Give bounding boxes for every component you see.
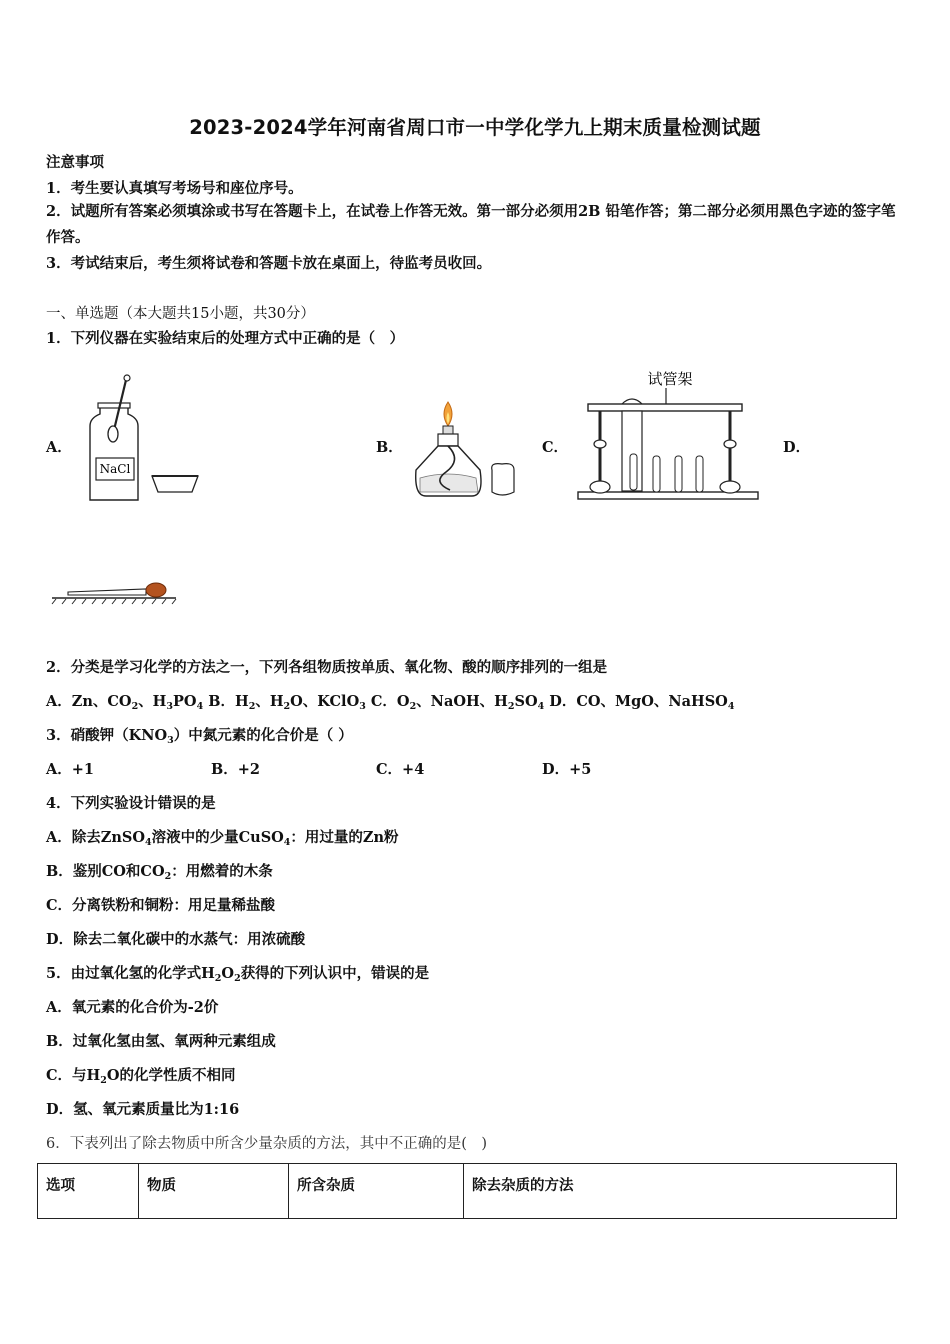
page-title: 2023-2024学年河南省周口市一中学化学九上期末质量检测试题 — [189, 116, 761, 139]
table-header-substance: 物质 — [139, 1164, 289, 1219]
q2-option-b: B．$H_2$、$H_2O$、KClO$_3$ — [208, 693, 366, 712]
q2-option-c: C．$O_2$、NaOH、$H_2SO_4$ — [370, 693, 545, 712]
q6-table — [37, 1163, 897, 1219]
notice-heading: 注意事项 — [46, 154, 104, 171]
q1-option-d: D． — [783, 439, 811, 456]
q3-option-c: C．+4 — [376, 761, 425, 778]
q3-option-d: D．+5 — [542, 761, 592, 778]
alcohol-lamp-figure — [410, 400, 530, 502]
q4-option-c: C．分离铁粉和铜粉：用足量稀盐酸 — [46, 897, 276, 914]
table-header-row — [38, 1164, 897, 1219]
q1-option-c: C． — [542, 439, 569, 456]
q3-option-b: B．+2 — [211, 761, 260, 778]
q4-option-d: D．除去二氧化碳中的水蒸气：用浓硫酸 — [46, 931, 306, 948]
q4-option-b: B．鉴别CO和$CO_2$：用燃着的木条 — [46, 863, 273, 882]
q5-option-c: C．与$H_2O$的化学性质不相同 — [46, 1067, 236, 1086]
nacl-label: NaCl — [99, 462, 131, 476]
q5-stem: 5．由过氧化氢的化学式$H_2O_2$获得的下列认识中，错误的是 — [46, 965, 430, 984]
q1-stem: 1．下列仪器在实验结束后的处理方式中正确的是（ ） — [46, 330, 405, 347]
q3-stem: 3．硝酸钾$(KNO_3)$中氮元素的化合价是（ ） — [46, 727, 353, 746]
section-heading: 一、单选题（本大题共15小题，共30分） — [46, 306, 315, 322]
q2-stem: 2．分类是学习化学的方法之一，下列各组物质按单质、氧化物、酸的顺序排列的一组是 — [46, 659, 608, 676]
dropper-figure — [50, 578, 180, 606]
q2-option-a: A．Zn、$CO_2$、$H_3PO_4$ — [46, 693, 204, 712]
q5-option-a: A．氧元素的化合价为-2价 — [46, 999, 219, 1016]
q1-option-a: A． — [46, 439, 72, 456]
test-tube-rack-figure — [574, 364, 764, 504]
reagent-bottle-figure — [80, 372, 210, 506]
q3-option-a: A．+1 — [46, 761, 94, 778]
notice-item-1: 1．考生要认真填写考场号和座位序号。 — [46, 180, 303, 197]
q1-option-b: B． — [376, 439, 403, 456]
q5-option-b: B．过氧化氢由氢、氧两种元素组成 — [46, 1033, 276, 1050]
q4-stem: 4．下列实验设计错误的是 — [46, 795, 216, 812]
notice-item-2: 2．试题所有答案必须填涂或书写在答题卡上，在试卷上作答无效。第一部分必须用2B 铅笔作答；第二部分必须用黑色字迹的签字笔作答。 — [46, 203, 896, 246]
rack-label: 试管架 — [647, 370, 693, 388]
q5-option-d: D．氢、氧元素质量比为1:16 — [46, 1101, 240, 1118]
q2-options — [46, 690, 734, 711]
q2-option-d: D．CO、MgO、NaHSO$_4$ — [549, 693, 735, 712]
q4-option-a: A．除去ZnSO$_4$溶液中的少量CuSO$_4$：用过量的Zn粉 — [46, 829, 399, 848]
notice-item-3: 3．考试结束后，考生须将试卷和答题卡放在桌面上，待监考员收回。 — [46, 255, 492, 272]
table-header-method: 除去杂质的方法 — [464, 1164, 897, 1219]
table-header-option: 选项 — [38, 1164, 139, 1219]
table-header-impurity: 所含杂质 — [289, 1164, 464, 1219]
q6-stem: 6．下表列出了除去物质中所含少量杂质的方法，其中不正确的是( ) — [46, 1136, 488, 1152]
